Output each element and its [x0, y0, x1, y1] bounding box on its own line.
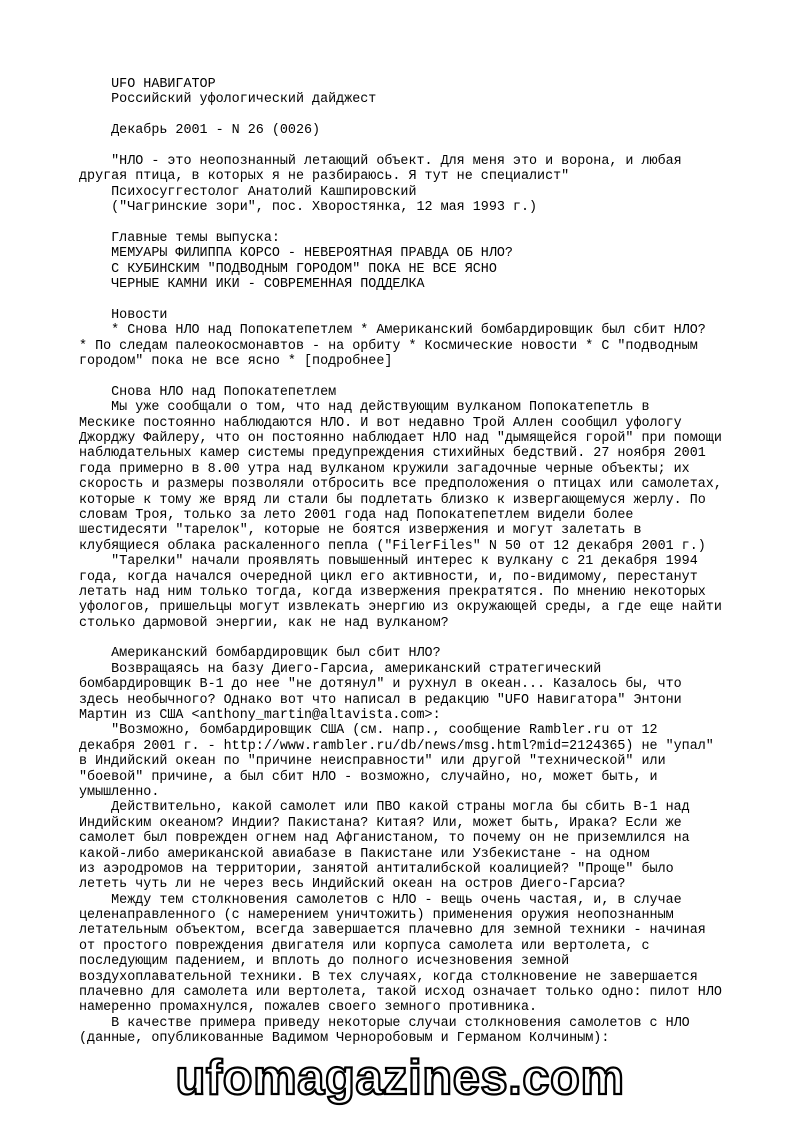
article-line: из аэродромов на территории, занятой антиталибской коалицией? "Проще" было	[79, 861, 674, 877]
article-line: лететь чуть ли не через весь Индийский океан на остров Диего-Гарсиа?	[79, 877, 626, 893]
blank-line	[79, 139, 749, 154]
news-line: * Снова НЛО над Попокатепетлем * Американский бомбардировщик был сбит НЛО?	[79, 323, 706, 339]
article-line: года, когда начался очередной цикл его активности, и, по-видимому, перестанут	[79, 569, 698, 585]
article-line: летательным объектом, всегда завершается плачевно для земной техники - начиная	[79, 923, 706, 939]
article-line: плачевно для самолета или вертолета, такой исход означает только одно: пилот НЛО	[79, 985, 722, 1001]
article-heading: Снова НЛО над Попокатепетлем	[79, 384, 337, 400]
news-heading: Новости	[79, 307, 168, 323]
article-line: какой-либо американской авиабазе в Пакистане или Узбекистане - на одном	[79, 846, 650, 862]
article-line: клубящиеся облака раскаленного пепла ("FilerFiles" N 50 от 12 декабря 2001 г.)	[79, 538, 706, 554]
article-line: Джорджу Файлеру, что он постоянно наблюдает НЛО над "дымящейся горой" при помощи	[79, 430, 722, 446]
topics-heading: Главные темы выпуска:	[79, 230, 280, 246]
article-line: "Возможно, бомбардировщик США (см. напр., сообщение Rambler.ru от 12	[79, 723, 658, 739]
blank-line	[79, 292, 749, 307]
article-line: скорость и размеры позволяли отбросить все предположения о птицах или самолетах,	[79, 477, 722, 493]
article-line: наблюдательных камер системы предупреждения стихийных бедствий. 27 ноября 2001	[79, 446, 706, 462]
article-line: здесь необычного? Однако вот что написал в редакцию "UFO Навигатора" Энтони	[79, 692, 682, 708]
article-line: Между тем столкновения самолетов с НЛО - вещь очень частая, и, в случае	[79, 892, 682, 908]
article-line: В качестве примера приведу некоторые случаи столкновения самолетов с НЛО	[79, 1015, 690, 1031]
article-line: летать над ним только тогда, когда извержения прекратятся. По мнению некоторых	[79, 584, 706, 600]
article-line: Возвращаясь на базу Диего-Гарсиа, американский стратегический	[79, 661, 602, 677]
blank-line	[79, 631, 749, 646]
epigraph-quote-line: "НЛО - это неопознанный летающий объект. Для меня это и ворона, и любая	[79, 153, 682, 169]
article-line: Действительно, какой самолет или ПВО какой страны могла бы сбить B-1 над	[79, 800, 690, 816]
article-line: последующим падением, и вплоть до полного исчезновения земной	[79, 954, 570, 970]
article-line: Индийским океаном? Индии? Пакистана? Китая? Или, может быть, Ирака? Если же	[79, 815, 682, 831]
article-line: в Индийский океан по "причине неисправности" или другой "технической" или	[79, 754, 666, 770]
news-line: * По следам палеокосмонавтов - на орбиту * Космические новости * С "подводным	[79, 338, 698, 354]
article-line: Мартин из США <anthony_martin@altavista.com>:	[79, 708, 441, 724]
article-line: целенаправленного (с намерением уничтожить) применения оружия неопознанным	[79, 908, 674, 924]
blank-line	[79, 216, 749, 231]
article-line: декабря 2001 г. - http://www.rambler.ru/db/news/msg.html?mid=2124365) не "упал"	[79, 738, 714, 754]
header-title: UFO НАВИГАТОР	[79, 77, 216, 92]
document-text	[79, 77, 749, 1047]
article-line: словам Троя, только за лето 2001 года над Попокатепетлем видели более	[79, 507, 634, 523]
article-line: от простого повреждения двигателя или корпуса самолета или вертолета, с	[79, 938, 650, 954]
header-subtitle: Российский уфологический дайджест	[79, 92, 377, 108]
article-line: которые к тому же вряд ли стали бы подлетать близко к извергающемуся жерлу. По	[79, 492, 706, 508]
issue-number: Декабрь 2001 - N 26 (0026)	[79, 123, 321, 139]
article-line: шестидесяти "тарелок", которые не боятся извержения и могут залетать в	[79, 523, 642, 539]
epigraph-source: ("Чагринские зори", пос. Хворостянка, 12 мая 1993 г.)	[79, 200, 538, 216]
epigraph-author: Психосуггестолог Анатолий Кашпировский	[79, 184, 417, 200]
news-line: городом" пока не все ясно * [подробнее]	[79, 354, 393, 370]
article-line: бомбардировщик B-1 до нее "не дотянул" и рухнул в океан... Казалось бы, что	[79, 677, 682, 693]
blank-line	[79, 108, 749, 123]
topic-item: ЧЕРНЫЕ КАМНИ ИКИ - СОВРЕМЕННАЯ ПОДДЕЛКА	[79, 277, 425, 293]
article-line: года примерно в 8.00 утра над вулканом кружили загадочные черные объекты; их	[79, 461, 690, 477]
article-line: воздухоплавательной техники. В тех случаях, когда столкновение не завершается	[79, 969, 698, 985]
article-line: (данные, опубликованные Вадимом Черноробовым и Германом Колчиным):	[79, 1031, 610, 1047]
article-line: "боевой" причине, а был сбит НЛО - возможно, случайно, но, может быть, и	[79, 769, 658, 785]
article-line: столько дармовой энергии, как не над вулканом?	[79, 615, 449, 631]
article-line: самолет был поврежден огнем над Афганистаном, то почему он не приземлился на	[79, 831, 690, 847]
article-line: Мы уже сообщали о том, что над действующим вулканом Попокатепетль в	[79, 400, 650, 416]
article-line: намеренно промахнулся, пожалев своего земного противника.	[79, 1000, 538, 1016]
article-line: Мескике постоянно наблюдаются НЛО. И вот недавно Трой Аллен сообщил уфологу	[79, 415, 682, 431]
article-line: "Тарелки" начали проявлять повышенный интерес к вулкану с 21 декабря 1994	[79, 554, 698, 570]
epigraph-quote-line: другая птица, в которых я не разбираюсь. Я тут не специалист"	[79, 169, 570, 185]
topic-item: МЕМУАРЫ ФИЛИППА КОРСО - НЕВЕРОЯТНАЯ ПРАВДА ОБ НЛО?	[79, 246, 513, 262]
article-line: умышленно.	[79, 784, 160, 800]
watermark: ufomagazines.com	[175, 1051, 625, 1105]
topic-item: С КУБИНСКИМ "ПОДВОДНЫМ ГОРОДОМ" ПОКА НЕ ВСЕ ЯСНО	[79, 261, 497, 277]
article-line: уфологов, пришельцы могут извлекать энергию из окружающей среды, а где еще найти	[79, 600, 722, 616]
blank-line	[79, 369, 749, 384]
article-heading: Американский бомбардировщик был сбит НЛО?	[79, 646, 441, 662]
